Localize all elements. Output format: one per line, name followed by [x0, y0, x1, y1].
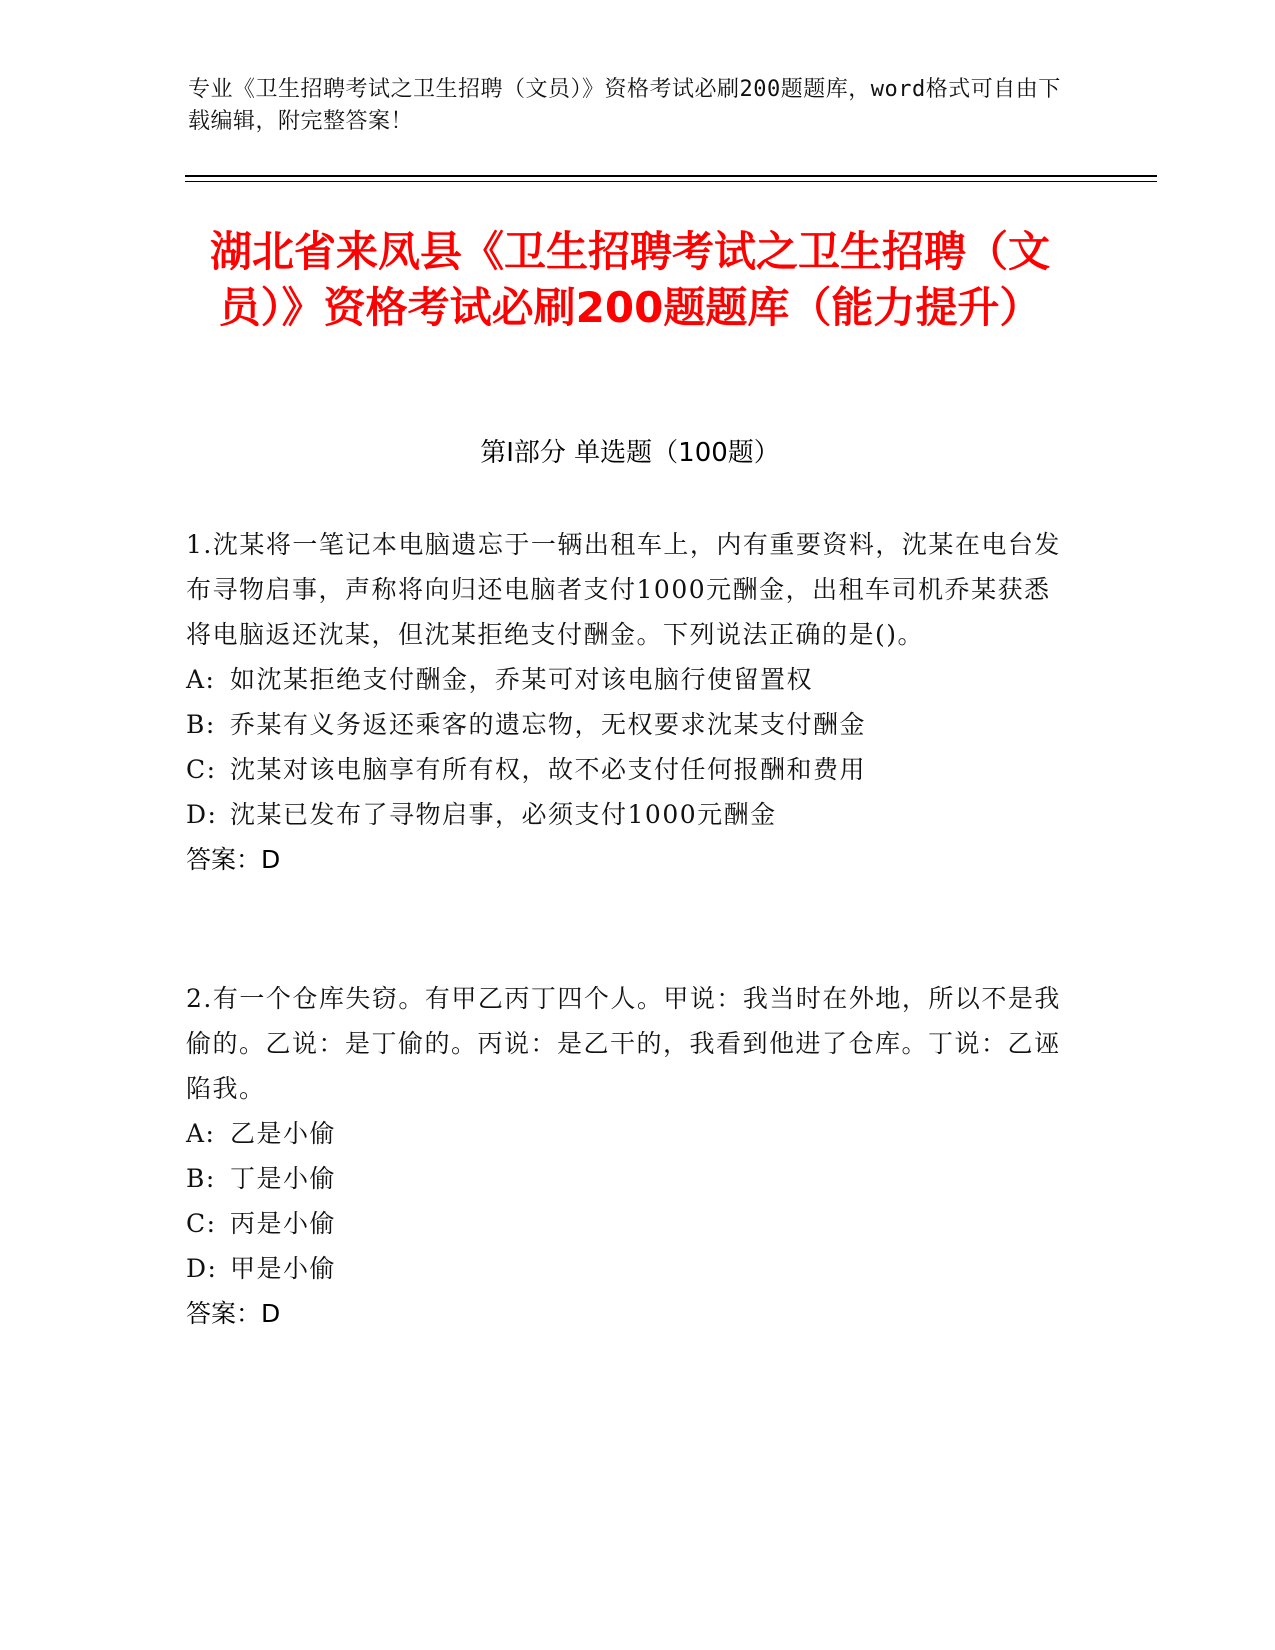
option-letter: B: [186, 710, 216, 739]
header-note: 专业《卫生招聘考试之卫生招聘（文员）》资格考试必刷200题题库，word格式可自由下载编辑，附完整答案！ [188, 77, 1061, 134]
option-d [186, 792, 1066, 837]
option-text: 乔某有义务返还乘客的遗忘物，无权要求沈某支付酬金 [230, 710, 867, 739]
option-text: 乙是小偷 [230, 1119, 337, 1148]
option-letter: A: [186, 665, 216, 694]
document-title: 湖北省来凤县《卫生招聘考试之卫生招聘（文员）》资格考试必刷200题题库（能力提升） [209, 227, 1050, 332]
header-divider-thick [185, 175, 1157, 177]
option-a [186, 1111, 1066, 1156]
option-letter: C: [186, 755, 217, 784]
question-1 [186, 522, 1066, 882]
option-c [186, 747, 1066, 792]
section-title: 第Ⅰ部分 单选题（100题） [480, 438, 780, 468]
option-text: 如沈某拒绝支付酬金，乔某可对该电脑行使留置权 [230, 665, 814, 694]
option-a [186, 657, 1066, 702]
answer-line: 答案：D [186, 845, 281, 874]
option-text: 丙是小偷 [230, 1209, 337, 1238]
option-text: 沈某对该电脑享有所有权，故不必支付任何报酬和费用 [230, 755, 867, 784]
option-b [186, 702, 1066, 747]
option-letter: B: [186, 1164, 216, 1193]
option-letter: C: [186, 1209, 217, 1238]
option-d [186, 1246, 1066, 1291]
header-divider-thin [185, 181, 1157, 182]
option-letter: A: [186, 1119, 216, 1148]
option-c [186, 1201, 1066, 1246]
option-text: 丁是小偷 [230, 1164, 337, 1193]
question-2 [186, 976, 1066, 1336]
option-b [186, 1156, 1066, 1201]
option-text: 甲是小偷 [230, 1254, 337, 1283]
answer-line: 答案：D [186, 1299, 281, 1328]
option-letter: D: [186, 800, 218, 829]
question-stem: 2.有一个仓库失窃。有甲乙丙丁四个人。甲说：我当时在外地，所以不是我偷的。乙说：是丁偷的。丙说：是乙干的，我看到他进了仓库。丁说：乙诬陷我。 [186, 984, 1061, 1103]
option-letter: D: [186, 1254, 218, 1283]
option-text: 沈某已发布了寻物启事，必须支付1000元酬金 [230, 800, 777, 829]
question-stem: 1.沈某将一笔记本电脑遗忘于一辆出租车上，内有重要资料，沈某在电台发布寻物启事，声称将向归还电脑者支付1000元酬金，出租车司机乔某获悉将电脑返还沈某，但沈某拒绝支付酬金。下列说法正确的是()。 [186, 530, 1061, 649]
